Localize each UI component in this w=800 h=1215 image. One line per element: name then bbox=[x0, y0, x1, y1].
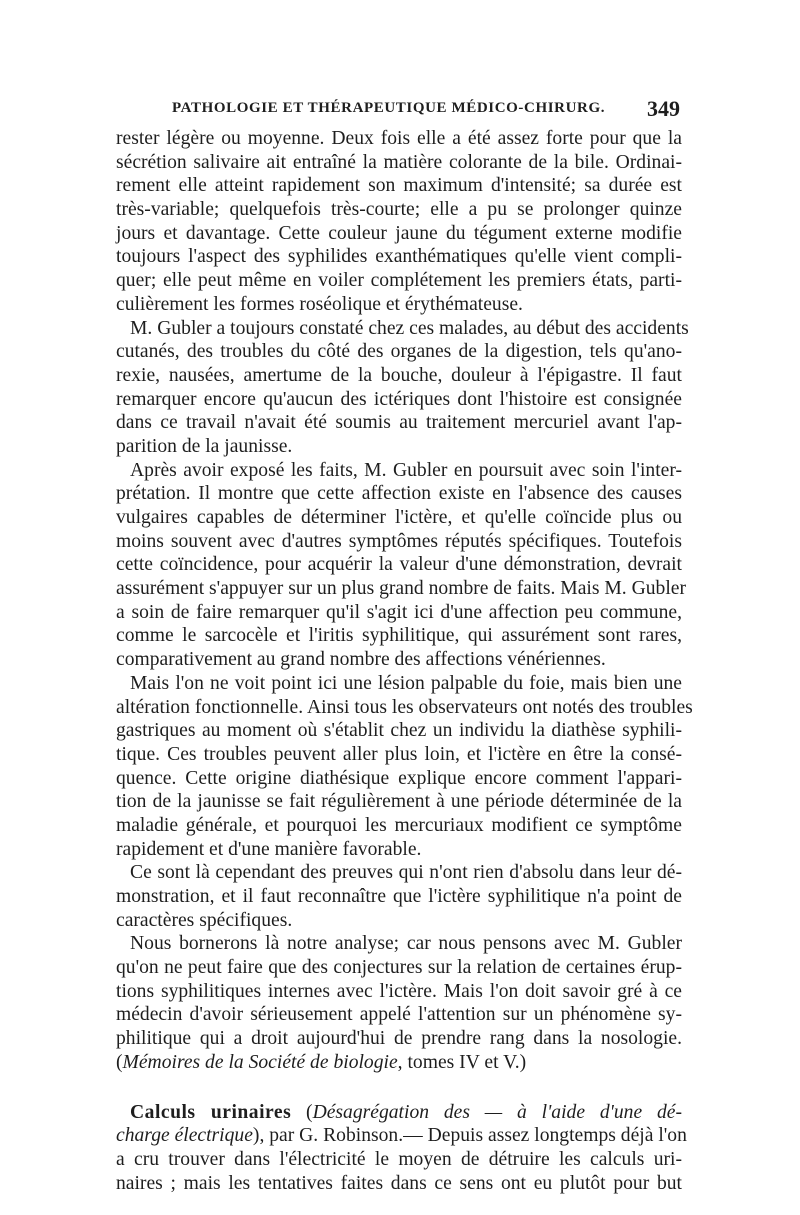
text-line: caractères spécifiques. bbox=[116, 909, 293, 931]
text-line: rement elle atteint rapidement son maximum d'intensité; sa durée est bbox=[116, 175, 682, 197]
text-line: M. Gubler a toujours constaté chez ces malades, au début des accidents bbox=[130, 317, 689, 339]
text-line: comme le sarcocèle et l'iritis syphilitique, qui assurément sont rares, bbox=[116, 625, 682, 647]
text-line: altération fonctionnelle. Ainsi tous les observateurs ont notés des troubles bbox=[116, 696, 693, 718]
paragraph bbox=[116, 459, 686, 672]
paragraph bbox=[116, 932, 682, 1074]
citation-line bbox=[116, 1051, 682, 1075]
text-line: rexie, nausées, amertume de la bouche, douleur à l'épigastre. Il faut bbox=[116, 364, 682, 386]
text-line: très-variable; quelquefois très-courte; elle a pu se prolonger quinze bbox=[116, 199, 682, 221]
text-line: cette coïncidence, pour acquérir la valeur d'une démonstration, devrait bbox=[116, 554, 682, 576]
text-line: qu'on ne peut faire que des conjectures sur la relation de certaines érup- bbox=[116, 957, 682, 979]
text-line: gastriques au moment où s'établit chez un individu la diathèse syphili- bbox=[116, 720, 682, 742]
citation-title: Mémoires de la Société de biologie bbox=[122, 1051, 398, 1073]
section-entry bbox=[116, 1101, 687, 1196]
paragraph bbox=[116, 127, 682, 317]
text-line: Nous bornerons là notre analyse; car nous pensons avec M. Gubler bbox=[130, 933, 682, 955]
subtitle-open: ( bbox=[291, 1101, 313, 1123]
text-line: tique. Ces troubles peuvent aller plus loin, et l'ictère en être la consé- bbox=[116, 743, 682, 765]
text-line: remarquer encore qu'aucun des ictériques dont l'histoire est consignée bbox=[116, 388, 682, 410]
text-line: a cru trouver dans l'électricité le moyen de détruire les calculs uri- bbox=[116, 1148, 682, 1170]
text-line: tion de la jaunisse se fait régulièrement à une période déterminée de la bbox=[116, 791, 682, 813]
text-line: monstration, et il faut reconnaître que l'ictère syphilitique n'a point de bbox=[116, 886, 682, 907]
text-line: naires ; mais les tentatives faites dans ce sens ont eu plutôt pour but bbox=[116, 1172, 682, 1194]
text-line: moins souvent avec d'autres symptômes réputés spécifiques. Toutefois bbox=[116, 530, 682, 552]
text-line: rapidement et d'une manière favorable. bbox=[116, 838, 422, 860]
text-line: parition de la jaunisse. bbox=[116, 435, 293, 457]
citation-open: ( bbox=[116, 1051, 123, 1073]
paragraph bbox=[116, 672, 693, 862]
text-line: vulgaires capables de déterminer l'ictère, et qu'elle coïncide plus ou bbox=[116, 507, 682, 528]
text-line: quer; elle peut même en voiler complétement les premiers états, parti- bbox=[116, 270, 682, 292]
page-number: 349 bbox=[647, 96, 680, 121]
text-line: Mais l'on ne voit point ici une lésion palpable du foie, mais bien une bbox=[130, 672, 682, 694]
section-subtitle-part2: charge électrique bbox=[116, 1125, 253, 1147]
text-line: sécrétion salivaire ait entraîné la matière colorante de la bile. Ordinai- bbox=[116, 151, 682, 173]
text-line: tions syphilitiques internes avec l'ictère. Mais l'on doit savoir gré à ce bbox=[116, 980, 682, 1002]
text-line: prétation. Il montre que cette affection existe en l'absence des causes bbox=[116, 483, 682, 505]
paragraph bbox=[116, 861, 682, 932]
text-line: cutanés, des troubles du côté des organes de la digestion, tels qu'ano- bbox=[116, 341, 682, 363]
text-line: quence. Cette origine diathésique explique encore comment l'appari- bbox=[116, 767, 682, 789]
text-line: dans ce travail n'avait été soumis au traitement mercuriel avant l'ap- bbox=[116, 412, 682, 434]
section-title: Calculs urinaires bbox=[130, 1101, 292, 1123]
text-line bbox=[116, 1124, 687, 1148]
text-line: a soin de faire remarquer qu'il s'agit ici d'une affection peu commune, bbox=[116, 601, 682, 623]
text-line: Après avoir exposé les faits, M. Gubler en poursuit avec soin l'inter- bbox=[130, 459, 682, 481]
text-line: rester légère ou moyenne. Deux fois elle a été assez forte pour que la bbox=[116, 128, 682, 149]
text-line: comparativement au grand nombre des affections vénériennes. bbox=[116, 649, 606, 671]
text-line: culièrement les formes roséolique et érythémateuse. bbox=[116, 293, 523, 315]
body-text bbox=[116, 127, 693, 1195]
section-subtitle-part1: Désagrégation des — à l'aide d'une dé- bbox=[312, 1101, 682, 1123]
section-heading-line bbox=[116, 1101, 682, 1125]
section-gap bbox=[116, 1075, 682, 1101]
text-line: toujours l'aspect des syphilides exanthématiques qu'elle vient compli- bbox=[116, 246, 682, 268]
citation-rest: , tomes IV et V.) bbox=[397, 1051, 527, 1073]
paragraph bbox=[116, 317, 689, 459]
page-header bbox=[172, 96, 680, 124]
text-line: jours et davantage. Cette couleur jaune du tégument externe modifie bbox=[116, 222, 682, 244]
text-line: assurément s'appuyer sur un plus grand nombre de faits. Mais M. Gubler bbox=[116, 578, 686, 600]
text-line: médecin d'avoir sérieusement appelé l'attention sur un phénomène sy- bbox=[116, 1004, 682, 1026]
text-line: philitique qui a droit aujourd'hui de prendre rang dans la nosologie. bbox=[116, 1028, 682, 1050]
running-head: PATHOLOGIE ET THÉRAPEUTIQUE MÉDICO-CHIRURG. bbox=[172, 100, 606, 116]
author-line-rest: ), par G. Robinson.— Depuis assez longtemps déjà l'on bbox=[252, 1125, 687, 1147]
text-line: Ce sont là cependant des preuves qui n'ont rien d'absolu dans leur dé- bbox=[130, 862, 682, 884]
text-line: maladie générale, et pourquoi les mercuriaux modifient ce symptôme bbox=[116, 814, 682, 836]
